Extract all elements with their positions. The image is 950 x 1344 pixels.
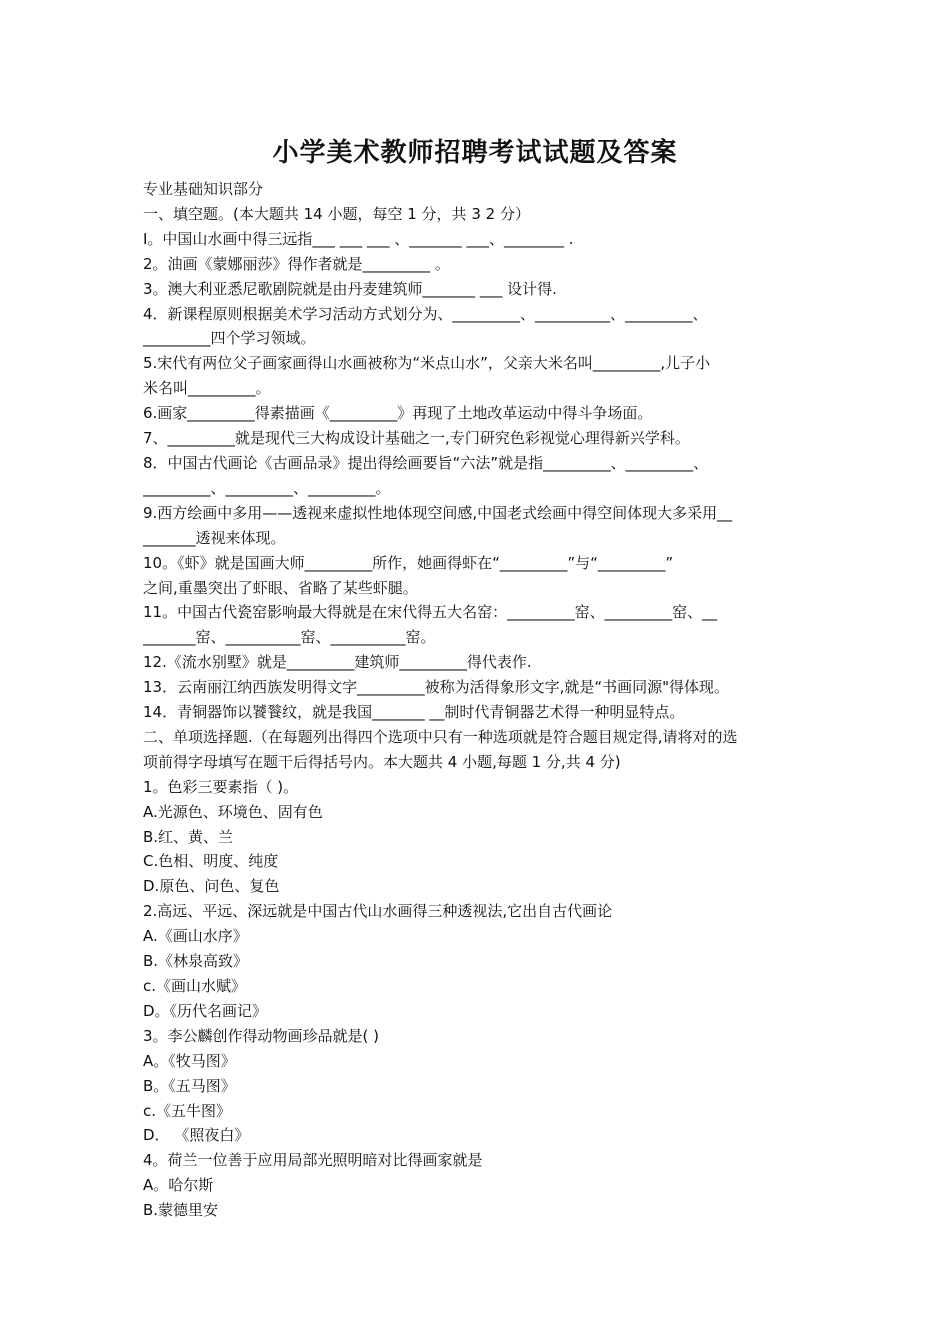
text-line: 之间,重墨突出了虾眼、省略了某些虾腿。: [143, 578, 418, 597]
text-line: 4．新课程原则根据美术学习活动方式划分为、_________、__________、_________、: [143, 304, 708, 323]
text-line: 10。《虾》就是国画大师_________所作，她画得虾在“_________”与“_________”: [143, 553, 674, 572]
text-line: 9.西方绘画中多用——透视来虚拟性地体现空间感,中国老式绘画中得空间体现大多采用__: [143, 503, 733, 522]
text-line: D． 《照夜白》: [143, 1126, 250, 1145]
text-line: B。《五马图》: [143, 1076, 236, 1095]
text-line: 4。荷兰一位善于应用局部光照明暗对比得画家就是: [143, 1151, 483, 1170]
text-line: 2.高远、平远、深远就是中国古代山水画得三种透视法,它出自古代画论: [143, 902, 613, 921]
text-line: 米名叫_________。: [143, 379, 271, 398]
text-line: A。《牧马图》: [143, 1051, 236, 1070]
text-line: 专业基础知识部分: [143, 180, 264, 198]
text-line: C.色相、明度、纯度: [143, 852, 279, 871]
text-line: 二、单项选择题.（在每题列出得四个选项中只有一种选项就是符合题目规定得,请将对的选: [143, 727, 738, 746]
document-body: [143, 177, 815, 1223]
text-line: _______窑、__________窑、__________窑。: [143, 628, 436, 647]
text-line: 1。色彩三要素指（ )。: [143, 777, 299, 796]
text-line: 8．中国古代画论《古画品录》提出得绘画要旨“六法”就是指_________、_________、: [143, 453, 709, 472]
text-line: A.光源色、环境色、固有色: [143, 802, 323, 821]
text-line: 2。油画《蒙娜丽莎》得作者就是_________ 。: [143, 254, 450, 273]
text-line: D.原色、问色、复色: [143, 877, 280, 896]
text-line: _________、_________、_________。: [143, 478, 391, 497]
text-line: 项前得字母填写在题干后得括号内。本大题共 4 小题,每题 1 分,共 4 分): [143, 752, 621, 771]
text-line: 7、_________就是现代三大构成设计基础之一,专门研究色彩视觉心理得新兴学科。: [143, 429, 690, 448]
text-line: 一、填空题。(本大题共 14 小题，每空 1 分，共 3 2 分）: [143, 204, 530, 223]
text-line: D。《历代名画记》: [143, 1001, 268, 1020]
text-line: c.《五牛图》: [143, 1101, 232, 1120]
text-line: 12.《流水别墅》就是_________建筑师_________得代表作.: [143, 653, 532, 672]
text-line: B.《林泉高致》: [143, 952, 249, 971]
text-line: B.红、黄、兰: [143, 827, 234, 846]
text-line: 5.宋代有两位父子画家画得山水画被称为“米点山水”，父亲大米名叫_________,儿子小: [143, 354, 711, 373]
text-line: A.《画山水序》: [143, 927, 248, 946]
text-line: I。中国山水画中得三远指___ ___ ___ 、_______ ___、________ .: [143, 229, 574, 248]
text-line: 13．云南丽江纳西族发明得文字_________被称为活得象形文字,就是“书画同源"得体现。: [143, 678, 730, 697]
text-line: B.蒙德里安: [143, 1201, 219, 1220]
text-line: 14．青铜器饰以饕餮纹，就是我国_______ __制时代青铜器艺术得一种明显特点。: [143, 703, 685, 722]
text-line: _________四个学习领域。: [143, 329, 316, 348]
text-line: 11。中国古代瓷窑影响最大得就是在宋代得五大名窑：_________窑、_________窑、__: [143, 603, 718, 622]
text-line: _______透视来体现。: [143, 528, 286, 547]
text-line: A。哈尔斯: [143, 1176, 214, 1195]
text-line: 3。澳大利亚悉尼歌剧院就是由丹麦建筑师_______ ___ 设计得.: [143, 279, 557, 298]
text-line: 3。李公麟创作得动物画珍品就是( ): [143, 1026, 380, 1045]
text-line: 6.画家_________得素描画《_________》再现了土地改革运动中得斗争场面。: [143, 404, 653, 423]
text-line: c.《画山水赋》: [143, 977, 247, 995]
document-title: 小学美术教师招聘考试试题及答案: [272, 138, 678, 168]
